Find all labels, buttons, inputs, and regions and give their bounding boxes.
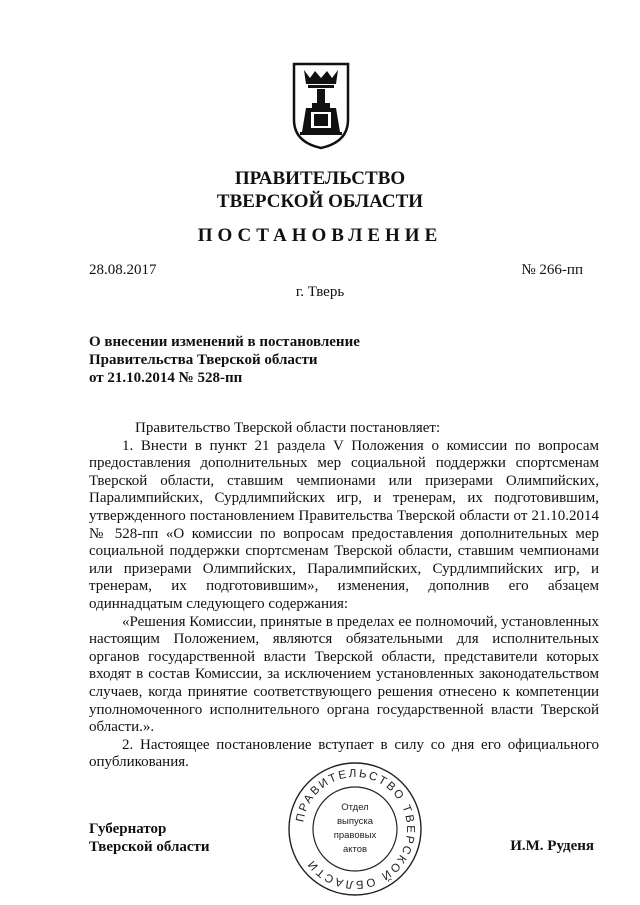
body-paragraph-1: 1. Внести в пункт 21 раздела V Положения о комиссии по вопросам предоставления дополнительных мер социальной поддержки спортсменам Тверской области, ставшим чемпионами или призерами Олимпийских, Паралимпийских, Сурдлимпийских игр, и тренерам, их подготовившим, утвержденного постановлением Правительства Тверской области от 21.10.2014 № 528-пп «О комиссии по вопросам предоставления дополнительных мер социальной поддержки спортсменам Тверской области, ставшим чемпионами или призерами Олимпийских, Паралимпийских, Сурдлимпийских игр, и тренерам, их подготовившим», изменения, дополнив его абзацем одиннадцатым следующего содержания: [89, 437, 599, 612]
signer-name: И.М. Руденя [510, 838, 594, 854]
document-number: № 266-пп [521, 262, 583, 278]
body-paragraph-2: 2. Настоящее постановление вступает в силу со дня его официального опубликования. [89, 736, 599, 771]
org-title-line2: ТВЕРСКОЙ ОБЛАСТИ [216, 191, 424, 212]
document-body [89, 420, 599, 772]
subject-line2: Правительства Тверской области [89, 352, 318, 368]
official-stamp [286, 760, 424, 898]
stamp-ring-text: ПРАВИТЕЛЬСТВО ТВЕРСКОЙ ОБЛАСТИ [294, 767, 417, 891]
signer-title-line2: Тверской области [89, 839, 210, 855]
coat-of-arms-icon [290, 62, 352, 150]
document-city: г. Тверь [295, 284, 345, 300]
signer-title-line1: Губернатор [89, 821, 167, 837]
document-date: 28.08.2017 [89, 262, 157, 278]
stamp-center-line2: выпуска [336, 816, 374, 827]
body-intro: Правительство Тверской области постановляет: [135, 420, 441, 436]
org-title-line1: ПРАВИТЕЛЬСТВО [234, 168, 406, 189]
stamp-center-line1: Отдел [341, 802, 369, 813]
stamp-center-line3: правовых [333, 830, 377, 841]
document-type: ПОСТАНОВЛЕНИЕ [197, 225, 443, 246]
subject-line1: О внесении изменений в постановление [89, 334, 360, 350]
stamp-center-line4: актов [342, 844, 368, 855]
subject-line3: от 21.10.2014 № 528-пп [89, 370, 243, 386]
signer-title [89, 820, 210, 856]
document-subject [89, 333, 360, 387]
body-quote: «Решения Комиссии, принятые в пределах ее полномочий, установленных настоящим Положением, являются обязательными для исполнительных органов государственной власти Тверской области, представители которых входят в состав Комиссии, за исключением установленных законодательством случаев, когда принятие соответствующего решения отнесено к компетенции уполномоченного исполнительного органа государственной власти Тверской области.». [89, 613, 599, 736]
